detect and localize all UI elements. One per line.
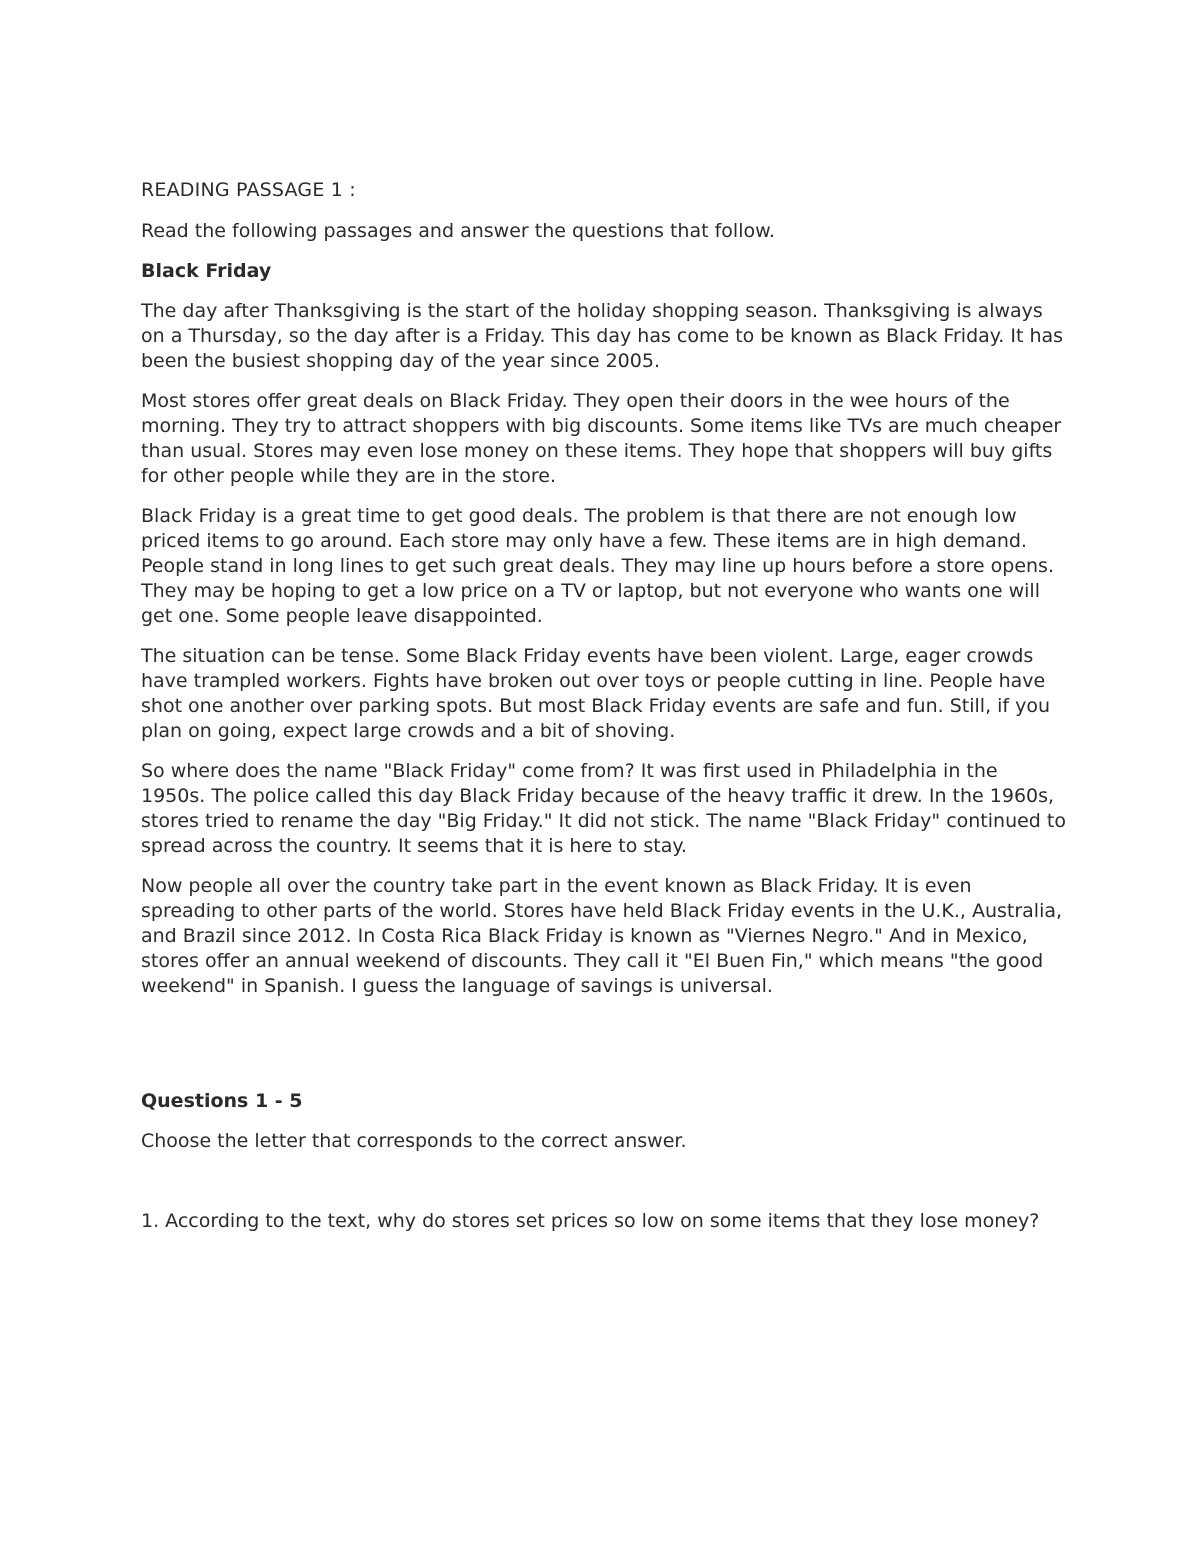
questions-instruction: Choose the letter that corresponds to the correct answer. [141,1130,687,1152]
paragraph-3: Black Friday is a great time to get good deals. The problem is that there are not enough low priced items to go around. Each store may only have a few. These items are in high demand. People stand in long lines to get such great deals. They may line up hours before a store opens. They may be hoping to get a low price on a TV or laptop, but not everyone who wants one will get one. Some people leave disappointed. [141,505,1054,627]
questions-heading: Questions 1 - 5 [141,1090,303,1112]
document-body [141,178,1066,1234]
question-1: 1. According to the text, why do stores set prices so low on some items that they lose money? [141,1210,1040,1232]
passage-instruction: Read the following passages and answer the questions that follow. [141,220,775,242]
paragraph-6: Now people all over the country take part in the event known as Black Friday. It is even spreading to other parts of the world. Stores have held Black Friday events in the U.K., Australia, and Brazil since 2012. In Costa Rica Black Friday is known as "Viernes Negro." And in Mexico, stores offer an annual weekend of discounts. They call it "El Buen Fin," which means "the good weekend" in Spanish. I guess the language of savings is universal. [141,875,1063,997]
paragraph-1: The day after Thanksgiving is the start of the holiday shopping season. Thanksgiving is always on a Thursday, so the day after is a Friday. This day has come to be known as Black Friday. It has been the busiest shopping day of the year since 2005. [141,300,1064,372]
paragraph-2: Most stores offer great deals on Black Friday. They open their doors in the wee hours of the morning. They try to attract shoppers with big discounts. Some items like TVs are much cheaper than usual. Stores may even lose money on these items. They hope that shoppers will buy gifts for other people while they are in the store. [141,390,1062,487]
paragraph-5: So where does the name "Black Friday" come from? It was first used in Philadelphia in the 1950s. The police called this day Black Friday because of the heavy traffic it drew. In the 1960s, stores tried to rename the day "Big Friday." It did not stick. The name "Black Friday" continued to spread across the country. It seems that it is here to stay. [141,760,1066,857]
passage-title: Black Friday [141,260,272,282]
passage-heading: READING PASSAGE 1 : [141,179,356,201]
paragraph-4: The situation can be tense. Some Black Friday events have been violent. Large, eager crowds have trampled workers. Fights have broken out over toys or people cutting in line. People have shot one another over parking spots. But most Black Friday events are safe and fun. Still, if you plan on going, expect large crowds and a bit of shoving. [141,645,1051,742]
